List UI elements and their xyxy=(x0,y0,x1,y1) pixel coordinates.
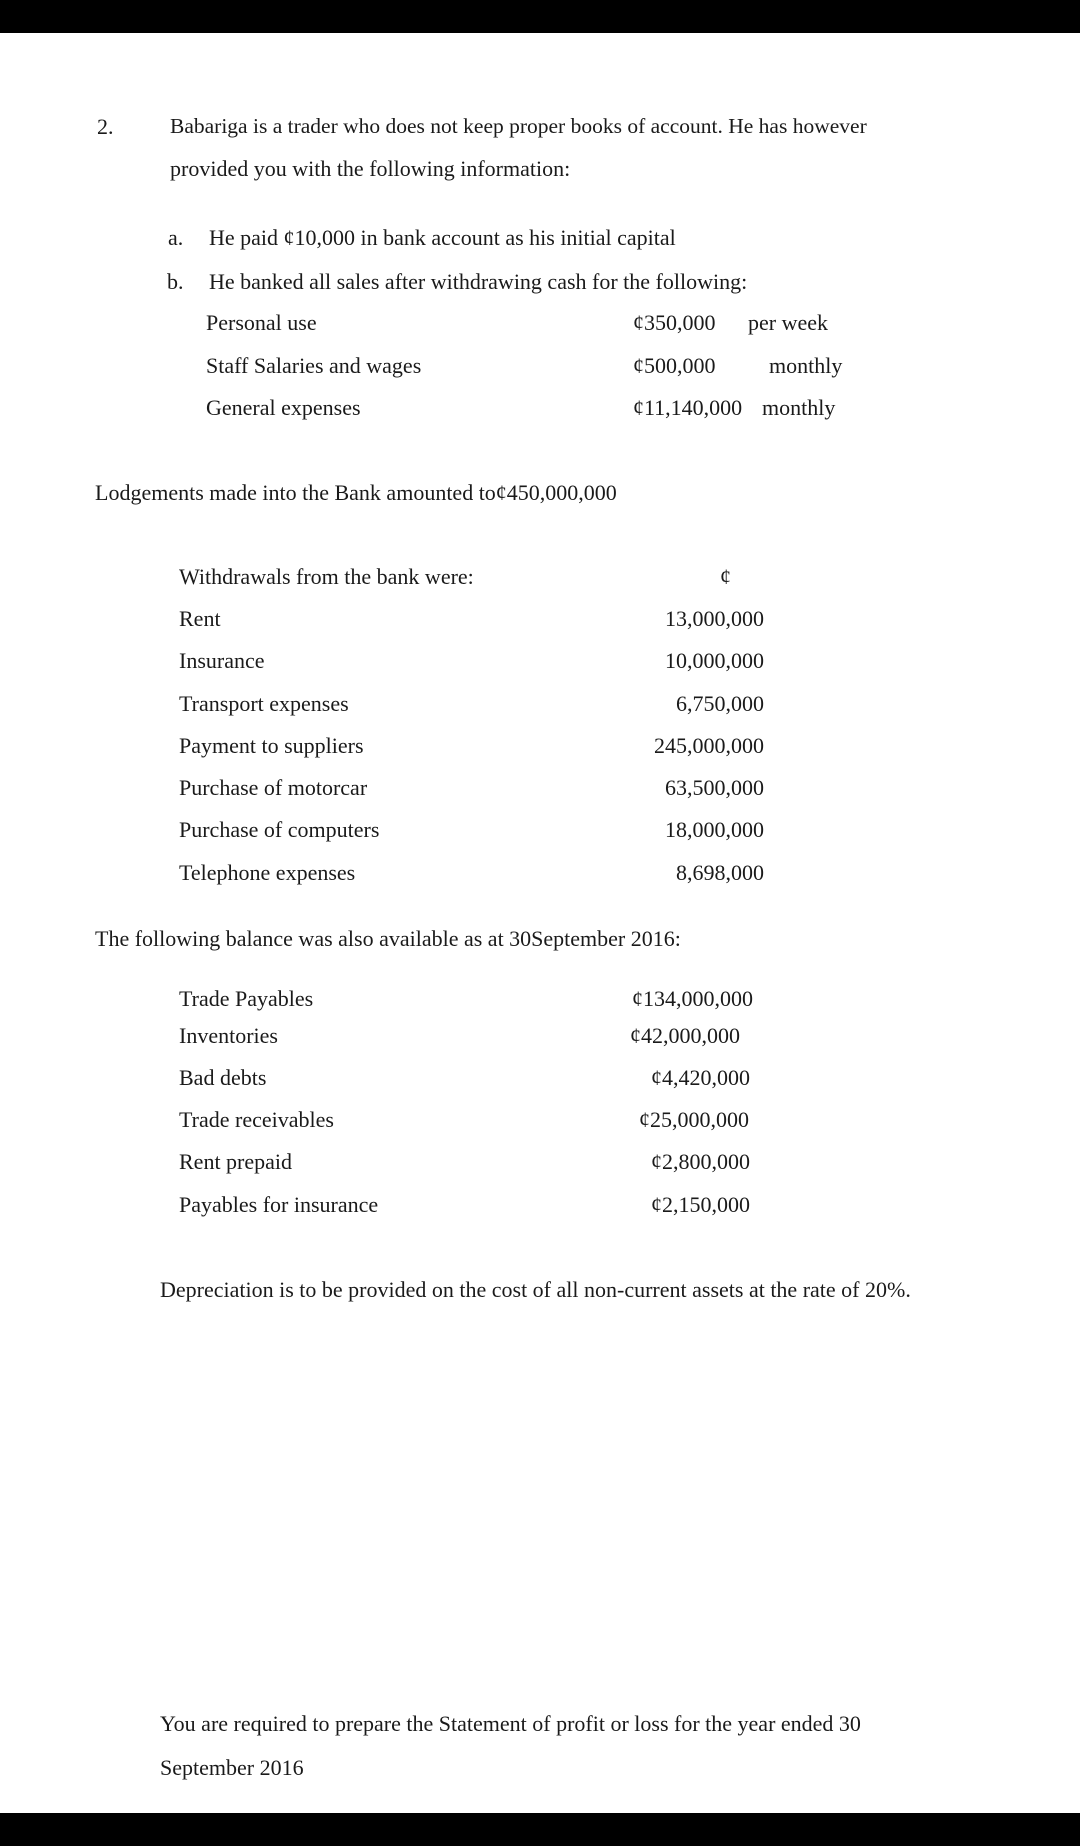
item-b-marker: b. xyxy=(167,269,184,294)
balance-amount: ¢2,150,000 xyxy=(651,1192,750,1217)
requirement-line-1: You are required to prepare the Statement of profit or loss for the year ended 30 xyxy=(160,1711,861,1736)
intro-line-2: provided you with the following information: xyxy=(170,156,571,181)
drawing-period: per week xyxy=(748,310,829,335)
balance-amount: ¢134,000,000 xyxy=(632,986,753,1011)
balance-amount: ¢25,000,000 xyxy=(639,1107,749,1132)
lodgements-text: Lodgements made into the Bank amounted to¢450,000,000 xyxy=(95,480,617,505)
drawing-amount: ¢11,140,000 xyxy=(633,395,743,420)
drawing-period: monthly xyxy=(769,353,843,378)
intro-line-1: Babariga is a trader who does not keep proper books of account. He has however xyxy=(170,114,867,138)
withdrawal-amount: 10,000,000 xyxy=(665,648,764,673)
balance-label: Rent prepaid xyxy=(179,1149,293,1174)
withdrawal-label: Purchase of motorcar xyxy=(179,775,368,800)
withdrawal-amount: 6,750,000 xyxy=(676,691,764,716)
withdrawal-amount: 13,000,000 xyxy=(665,606,764,631)
balance-label: Inventories xyxy=(179,1023,278,1048)
withdrawal-label: Payment to suppliers xyxy=(179,733,364,758)
withdrawal-label: Rent xyxy=(179,606,221,631)
withdrawal-amount: 63,500,000 xyxy=(665,775,764,800)
drawing-amount: ¢350,000 xyxy=(633,310,716,335)
withdrawal-label: Telephone expenses xyxy=(179,860,356,885)
drawing-period: monthly xyxy=(762,395,836,420)
bottom-black-bar xyxy=(0,1813,1080,1846)
withdrawals-heading: Withdrawals from the bank were: xyxy=(179,564,474,589)
item-b-text: He banked all sales after withdrawing cash for the following: xyxy=(209,269,748,294)
depreciation-note: Depreciation is to be provided on the cost of all non-current assets at the rate of 20%. xyxy=(160,1277,911,1302)
balance-label: Trade Payables xyxy=(179,986,314,1011)
withdrawal-label: Insurance xyxy=(179,648,265,673)
drawing-label: Staff Salaries and wages xyxy=(206,353,422,378)
currency-symbol: ¢ xyxy=(720,564,731,589)
withdrawal-label: Transport expenses xyxy=(179,691,349,716)
top-black-bar xyxy=(0,0,1080,33)
balance-label: Bad debts xyxy=(179,1065,267,1090)
balance-amount: ¢2,800,000 xyxy=(651,1149,750,1174)
balance-label: Payables for insurance xyxy=(179,1192,379,1217)
item-a-marker: a. xyxy=(168,225,184,250)
withdrawal-label: Purchase of computers xyxy=(179,817,380,842)
requirement-line-2: September 2016 xyxy=(160,1755,304,1780)
drawing-label: Personal use xyxy=(206,310,317,335)
item-a-text: He paid ¢10,000 in bank account as his initial capital xyxy=(209,225,676,250)
drawing-amount: ¢500,000 xyxy=(633,353,716,378)
withdrawal-amount: 8,698,000 xyxy=(676,860,764,885)
balance-label: Trade receivables xyxy=(179,1107,334,1132)
question-number: 2. xyxy=(97,114,114,139)
withdrawal-amount: 18,000,000 xyxy=(665,817,764,842)
balance-amount: ¢42,000,000 xyxy=(630,1023,740,1048)
balance-amount: ¢4,420,000 xyxy=(651,1065,750,1090)
drawing-label: General expenses xyxy=(206,395,361,420)
withdrawal-amount: 245,000,000 xyxy=(654,733,764,758)
balances-heading: The following balance was also available as at 30September 2016: xyxy=(95,926,681,951)
